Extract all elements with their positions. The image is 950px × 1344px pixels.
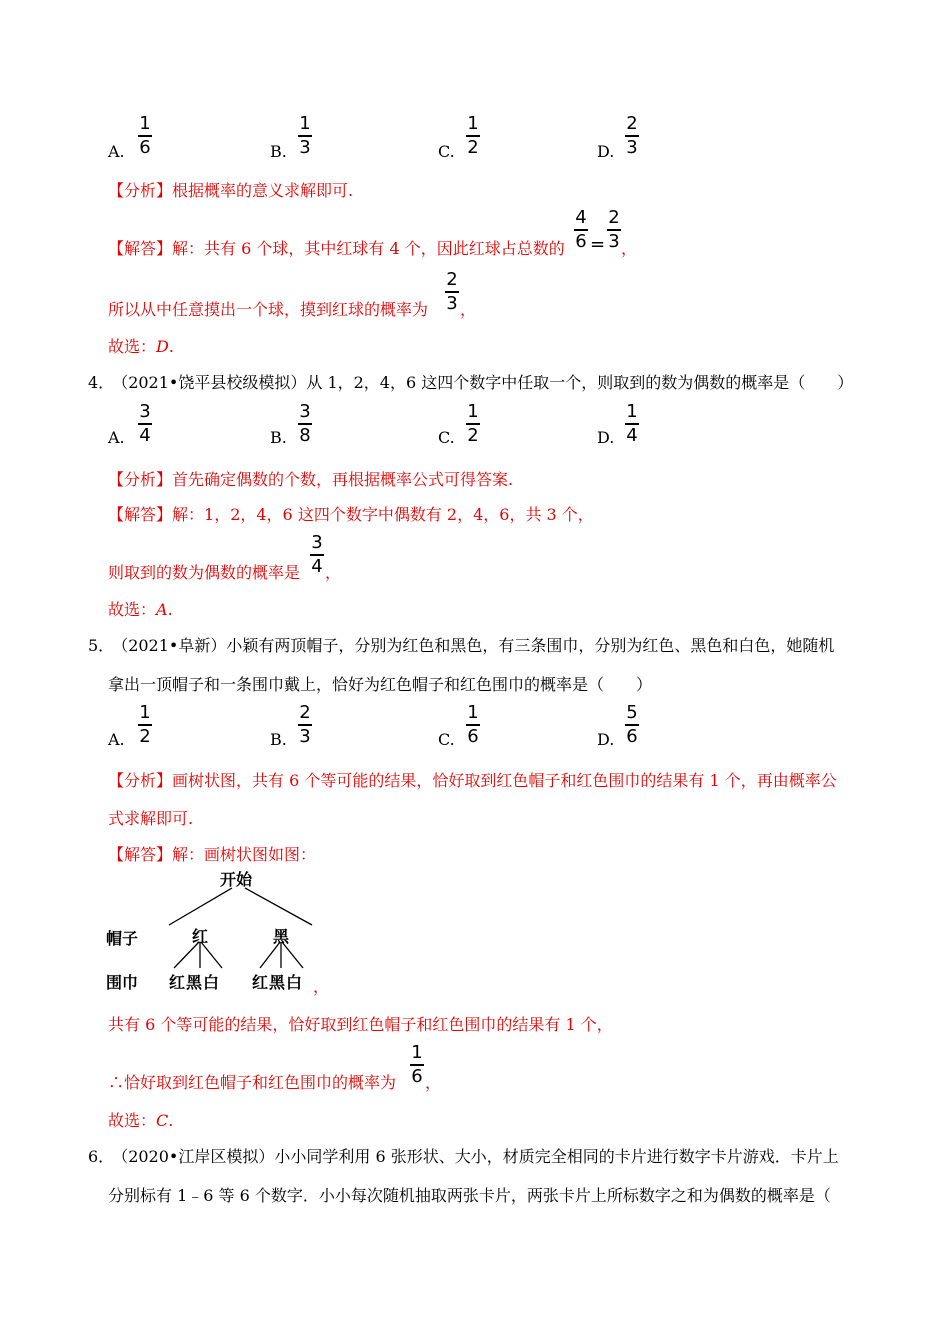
denominator: 2 xyxy=(139,725,151,747)
tree-tail: ， xyxy=(313,977,330,996)
denominator: 6 xyxy=(411,1065,423,1087)
q4-answer-line1 xyxy=(108,502,594,525)
q5-answer-line3-fraction xyxy=(410,1043,424,1087)
choice-end: . xyxy=(167,600,173,619)
q4-choice xyxy=(108,597,173,620)
tree-scarves-left: 红黑白 xyxy=(169,973,221,992)
analysis-tag: 【分析】 xyxy=(108,771,173,790)
q4-answer-line2: 则取到的数为偶数的概率是 xyxy=(108,563,301,582)
q3-answer-fraction-1 xyxy=(574,208,588,252)
choice-letter: A xyxy=(156,600,168,619)
answer-text: 解：画树状图如图： xyxy=(172,845,317,864)
tree-row-label-scarf: 围巾 xyxy=(106,973,139,992)
q6-stem-line2: 分别标有 1﹣6 等 6 个数字．小小每次随机抽取两张卡片，两张卡片上所标数字之和为偶数的概率是（ xyxy=(108,1186,831,1205)
numerator: 2 xyxy=(626,113,638,134)
q4-analysis xyxy=(108,467,513,490)
denominator: 2 xyxy=(467,136,479,158)
choice-prefix: 故选： xyxy=(108,1111,157,1130)
answer-tag: 【解答】 xyxy=(108,239,173,258)
q6-stem-line1 xyxy=(88,1144,839,1167)
analysis-tag: 【分析】 xyxy=(108,470,173,489)
numerator: 5 xyxy=(626,702,638,723)
choice-prefix: 故选： xyxy=(108,337,157,356)
q5-analysis-line2: 式求解即可. xyxy=(108,809,194,828)
numerator: 1 xyxy=(626,401,638,422)
q5-analysis-line1 xyxy=(108,768,837,791)
q5-answer-line3-end: ， xyxy=(425,1073,442,1092)
numerator: 2 xyxy=(608,207,620,228)
answer-tag: 【解答】 xyxy=(108,845,173,864)
numerator: 3 xyxy=(299,401,311,422)
numerator: 3 xyxy=(139,401,151,422)
q3-option-a-fraction xyxy=(138,114,152,158)
tree-row-label-hat: 帽子 xyxy=(106,929,139,948)
answer-tag: 【解答】 xyxy=(108,505,173,524)
choice-letter: C xyxy=(156,1111,169,1130)
tree-line-root-black xyxy=(245,888,312,925)
choice-end: . xyxy=(168,1111,174,1130)
q3-answer-line2: 所以从中任意摸出一个球，摸到红球的概率为 xyxy=(108,300,429,319)
numerator: 1 xyxy=(467,113,479,134)
q3-option-b-label: B. xyxy=(270,142,287,161)
tree-line-root-red xyxy=(169,888,232,925)
q3-option-a-label: A. xyxy=(108,142,125,161)
q4-answer-line2-end: ， xyxy=(325,563,342,582)
tree-scarves-right: 红黑白 xyxy=(252,973,304,992)
choice-letter: D xyxy=(156,337,169,356)
question-text: 小颖有两顶帽子，分别为红色和黑色，有三条围巾，分别为红色、黑色和白色，她随机 xyxy=(226,636,835,655)
q5-choice xyxy=(108,1108,173,1131)
numerator: 1 xyxy=(299,113,311,134)
q3-option-d-label: D. xyxy=(597,142,615,161)
q5-option-c-fraction xyxy=(466,703,480,747)
q3-answer-line2-end: ， xyxy=(460,300,477,319)
question-source: （2021•阜新） xyxy=(120,636,227,655)
denominator: 3 xyxy=(446,292,458,314)
q5-option-b-fraction xyxy=(298,703,312,747)
analysis-text: 根据概率的意义求解即可. xyxy=(172,181,354,200)
numerator: 1 xyxy=(139,702,151,723)
tree-hat-red: 红 xyxy=(192,927,209,946)
q4-option-d-fraction xyxy=(625,402,639,446)
q3-analysis xyxy=(108,178,353,201)
numerator: 1 xyxy=(411,1042,423,1063)
analysis-text: 画树状图，共有 6 个等可能的结果，恰好取到红色帽子和红色围巾的结果有 1 个，再由概率公 xyxy=(172,771,837,790)
q5-option-c-label: C. xyxy=(438,730,455,749)
q5-option-b-label: B. xyxy=(270,730,287,749)
denominator: 8 xyxy=(299,424,311,446)
denominator: 3 xyxy=(299,136,311,158)
q3-option-b-fraction xyxy=(298,114,312,158)
q3-answer-line1-end: ， xyxy=(621,239,638,258)
denominator: 3 xyxy=(299,725,311,747)
q5-answer-line3: ∴恰好取到红色帽子和红色围巾的概率为 xyxy=(108,1073,397,1092)
q3-option-c-label: C. xyxy=(438,142,455,161)
denominator: 6 xyxy=(575,230,587,252)
q4-option-a-label: A. xyxy=(108,428,125,447)
q4-option-c-fraction xyxy=(466,402,480,446)
denominator: 4 xyxy=(626,424,638,446)
denominator: 6 xyxy=(467,725,479,747)
choice-prefix: 故选： xyxy=(108,600,157,619)
numerator: 2 xyxy=(446,269,458,290)
q3-answer-line2-fraction xyxy=(445,270,459,314)
question-text: 从 1，2，4，6 这四个数字中任取一个，则取到的数为偶数的概率是（ ） xyxy=(306,373,854,392)
q4-answer-line2-fraction xyxy=(310,533,324,577)
numerator: 1 xyxy=(467,401,479,422)
q4-option-d-label: D. xyxy=(597,428,615,447)
question-number: 4． xyxy=(88,373,115,392)
numerator: 4 xyxy=(575,207,587,228)
q3-answer-line1 xyxy=(108,236,565,259)
numerator: 1 xyxy=(139,113,151,134)
q4-option-c-label: C. xyxy=(438,428,455,447)
tree-root: 开始 xyxy=(220,870,253,889)
q3-option-c-fraction xyxy=(466,114,480,158)
denominator: 2 xyxy=(467,424,479,446)
denominator: 4 xyxy=(139,424,151,446)
question-number: 5． xyxy=(88,636,115,655)
q4-option-b-label: B. xyxy=(270,428,287,447)
denominator: 3 xyxy=(626,136,638,158)
question-number: 6． xyxy=(88,1147,115,1166)
analysis-tag: 【分析】 xyxy=(108,181,173,200)
q4-option-a-fraction xyxy=(138,402,152,446)
q5-answer-line2: 共有 6 个等可能的结果，恰好取到红色帽子和红色围巾的结果有 1 个， xyxy=(108,1015,613,1034)
denominator: 6 xyxy=(626,725,638,747)
answer-text: 解：1，2，4，6 这四个数字中偶数有 2，4，6，共 3 个， xyxy=(172,505,594,524)
analysis-text: 首先确定偶数的个数，再根据概率公式可得答案. xyxy=(172,470,514,489)
tree-hat-black: 黑 xyxy=(273,927,290,946)
question-text: 小小同学利用 6 张形状、大小，材质完全相同的卡片进行数字卡片游戏．卡片上 xyxy=(274,1147,839,1166)
q4-stem xyxy=(88,370,853,393)
q3-option-d-fraction xyxy=(625,114,639,158)
numerator: 1 xyxy=(467,702,479,723)
q5-option-d-fraction xyxy=(625,703,639,747)
q3-answer-fraction-2 xyxy=(607,208,621,252)
numerator: 2 xyxy=(299,702,311,723)
q5-option-a-fraction xyxy=(138,703,152,747)
question-source: （2021•饶平县校级模拟） xyxy=(120,373,307,392)
q5-option-a-label: A. xyxy=(108,730,125,749)
q5-stem-line2: 拿出一顶帽子和一条围巾戴上，恰好为红色帽子和红色围巾的概率是（ ） xyxy=(108,675,653,694)
numerator: 3 xyxy=(311,532,323,553)
choice-end: . xyxy=(168,337,174,356)
denominator: 6 xyxy=(139,136,151,158)
answer-text: 解：共有 6 个球，其中红球有 4 个，因此红球占总数的 xyxy=(172,239,565,258)
denominator: 4 xyxy=(311,555,323,577)
q4-option-b-fraction xyxy=(298,402,312,446)
q3-answer-equals: = xyxy=(590,234,606,255)
q5-answer-line1 xyxy=(108,842,316,865)
denominator: 3 xyxy=(608,230,620,252)
q5-stem-line1 xyxy=(88,633,834,656)
question-source: （2020•江岸区模拟） xyxy=(120,1147,275,1166)
q5-option-d-label: D. xyxy=(597,730,615,749)
q3-choice xyxy=(108,334,174,357)
